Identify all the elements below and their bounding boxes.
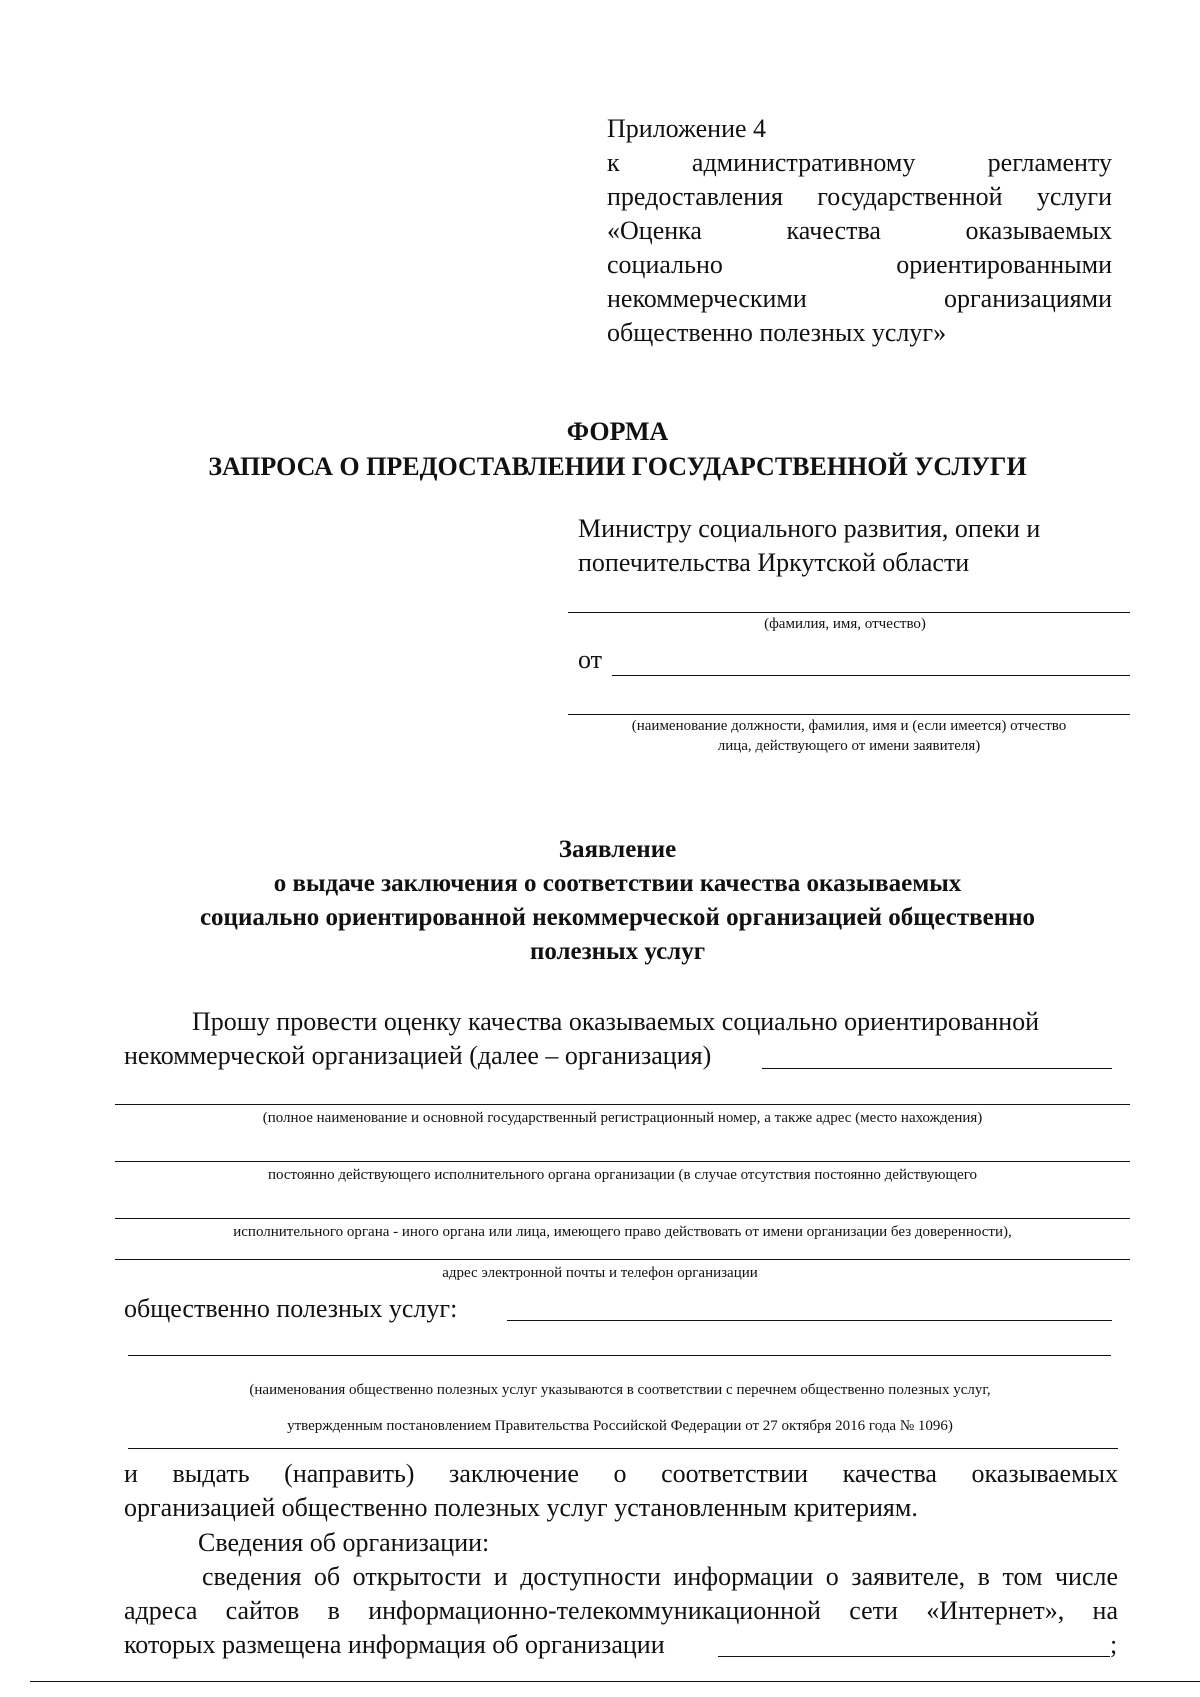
issue-line-1: и выдать (направить) заключение о соответствии качества оказываемых (124, 1459, 1118, 1488)
appendix-service-line: предоставления государственной услуги (607, 182, 1112, 211)
request-line-2: некоммерческой организацией (далее – организация) (124, 1041, 712, 1070)
openness-end-punctuation: ; (1110, 1630, 1118, 1659)
appendix-quality-line: «Оценка качества оказываемых (607, 216, 1112, 245)
appendix-social-line: социально ориентированными (607, 250, 1112, 279)
position-caption-line-1: (наименование должности, фамилия, имя и (если имеется) отчество (631, 718, 1067, 734)
statement-title-line-1: Заявление (558, 836, 677, 863)
page-bottom-rule (30, 1681, 1200, 1682)
services-field[interactable] (507, 1320, 1112, 1321)
statement-title-line-4: полезных услуг (529, 938, 706, 965)
statement-title (100, 833, 1135, 969)
openness-line-3: которых размещена информация об организации (124, 1630, 665, 1659)
form-title-line-1: ФОРМА (566, 417, 669, 446)
appendix-regulation-line: к административному регламенту (607, 148, 1112, 177)
organization-field-line-1[interactable] (115, 1104, 1130, 1105)
statement-title-line-3: социально ориентированной некоммерческой организацией общественно (199, 904, 1036, 931)
addressee-line-1: Министру социального развития, опеки и (578, 514, 1041, 543)
addressee-line-2: попечительства Иркутской области (578, 548, 970, 577)
form-title (0, 415, 1200, 449)
statement-title-line-2: о выдаче заключения о соответствии качества оказываемых (273, 870, 962, 897)
addressee-name-field[interactable] (568, 612, 1130, 613)
organization-caption-2: постоянно действующего исполнительного органа организации (в случае отсутствия постоянно действующего (268, 1167, 977, 1183)
form-subtitle (0, 450, 1200, 484)
openness-paragraph (124, 1560, 1118, 1662)
organization-name-field[interactable] (762, 1068, 1112, 1069)
organization-field-line-4[interactable] (115, 1259, 1130, 1260)
issue-paragraph (124, 1457, 1118, 1525)
position-caption-line-2: лица, действующего от имени заявителя) (717, 738, 981, 754)
addressee-name-caption: (фамилия, имя, отчество) (764, 616, 926, 632)
openness-line-1: сведения об открытости и доступности информации о заявителе, в том числе (202, 1562, 1118, 1591)
services-caption (120, 1372, 1120, 1444)
appendix-useful-services-line: общественно полезных услуг» (607, 318, 947, 347)
organization-caption-1: (полное наименование и основной государственный регистрационный номер, а также адрес (место нахождения) (262, 1110, 983, 1126)
appendix-number: Приложение 4 (607, 114, 767, 143)
website-info-field[interactable] (718, 1656, 1110, 1657)
position-field[interactable] (568, 714, 1130, 715)
from-field[interactable] (612, 675, 1130, 676)
from-label: от (578, 645, 603, 674)
organization-field-line-2[interactable] (115, 1161, 1130, 1162)
position-caption (568, 716, 1130, 756)
services-label: общественно полезных услуг: (124, 1294, 458, 1323)
request-line-1: Прошу провести оценку качества оказываемых социально ориентированной (192, 1007, 1040, 1036)
organization-caption-4: адрес электронной почты и телефон организации (442, 1265, 758, 1281)
services-field-line-2[interactable] (128, 1355, 1111, 1356)
openness-line-2: адреса сайтов в информационно-телекоммуникационной сети «Интернет», на (124, 1596, 1118, 1625)
organization-caption-3: исполнительного органа - иного органа или лица, имеющего право действовать от имени организации без доверенности), (233, 1224, 1012, 1240)
appendix-block (607, 112, 1112, 350)
addressee-block (578, 512, 1118, 580)
issue-line-2: организацией общественно полезных услуг установленным критериям. (124, 1493, 918, 1522)
org-info-heading: Сведения об организации: (198, 1528, 490, 1557)
services-caption-line-2: утвержденным постановлением Правительства Российской Федерации от 27 октября 2016 года № 1096) (287, 1418, 953, 1434)
form-title-line-2: ЗАПРОСА О ПРЕДОСТАВЛЕНИИ ГОСУДАРСТВЕННОЙ УСЛУГИ (208, 452, 1027, 481)
organization-field-line-3[interactable] (115, 1218, 1130, 1219)
services-caption-line-1: (наименования общественно полезных услуг указываются в соответствии с перечнем общественно полезных услуг, (249, 1382, 991, 1398)
appendix-nonprofit-line: некоммерческими организациями (607, 284, 1112, 313)
services-field-line-3[interactable] (128, 1448, 1118, 1449)
